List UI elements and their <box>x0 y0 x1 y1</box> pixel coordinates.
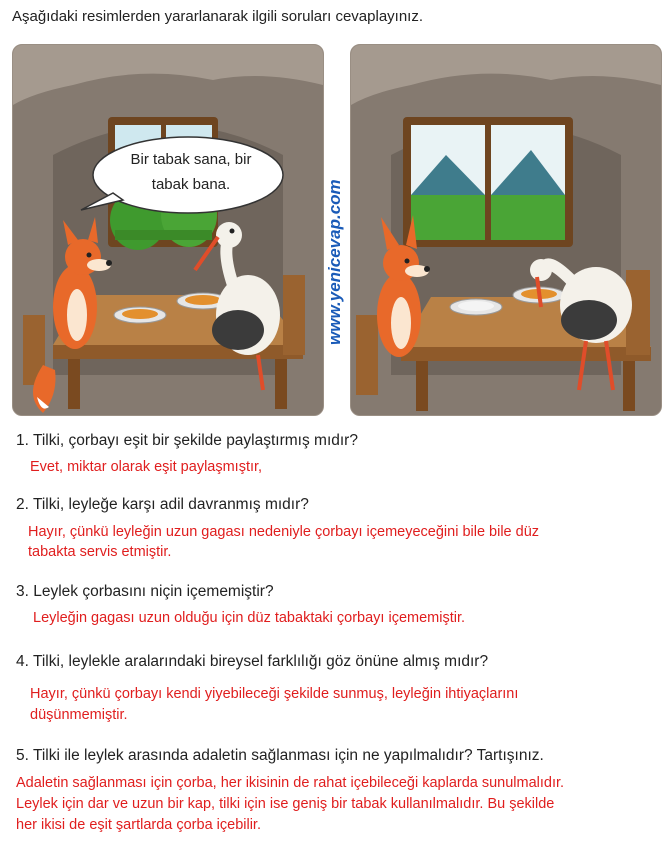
answer-4-line-1: Hayır, çünkü çorbayı kendi yiyebileceği şekilde sunmuş, leyleğin ihtiyaçlarını <box>30 686 519 702</box>
answer-5-line-1: Adaletin sağlanması için çorba, her ikisinin de rahat içebileceği kaplarda sunulmalıdır. <box>16 775 565 791</box>
question-4: 4. Tilki, leylekle aralarındaki bireysel farklılığı göz önüne almış mıdır? <box>16 653 489 670</box>
illustration-left <box>12 44 324 416</box>
question-2: 2. Tilki, leyleğe karşı adil davranmış mıdır? <box>16 496 309 513</box>
instruction-text: Aşağıdaki resimlerden yararlanarak ilgili soruları cevaplayınız. <box>12 8 424 25</box>
question-5: 5. Tilki ile leylek arasında adaletin sağlanması için ne yapılmalıdır? Tartışınız. <box>16 747 544 764</box>
illustration-right <box>350 44 662 416</box>
watermark-text: www.yenicevap.com <box>325 179 344 345</box>
answer-5-line-3: her ikisi de eşit şartlarda çorba içebilir. <box>16 817 261 833</box>
answer-3-line-1: Leyleğin gagası uzun olduğu için düz tabaktaki çorbayı içememiştir. <box>33 610 466 626</box>
speech-line-1: Bir tabak sana, bir <box>130 151 252 168</box>
speech-line-2: tabak bana. <box>151 176 231 193</box>
answer-5-line-2: Leylek için dar ve uzun bir kap, tilki için ise geniş bir tabak kullanılmalıdır. Bu şekilde <box>16 796 555 812</box>
answer-2-line-1: Hayır, çünkü leyleğin uzun gagası nedeniyle çorbayı içemeyeceğini bile bile düz <box>28 524 540 540</box>
answer-4-line-2: düşünmemiştir. <box>30 707 128 723</box>
answer-1-line-1: Evet, miktar olarak eşit paylaşmıştır, <box>30 459 263 475</box>
watermark <box>322 110 348 350</box>
question-1: 1. Tilki, çorbayı eşit bir şekilde paylaştırmış mıdır? <box>16 432 358 449</box>
answer-2-line-2: tabakta servis etmiştir. <box>28 544 172 560</box>
question-3: 3. Leylek çorbasını niçin içememiştir? <box>16 583 274 600</box>
